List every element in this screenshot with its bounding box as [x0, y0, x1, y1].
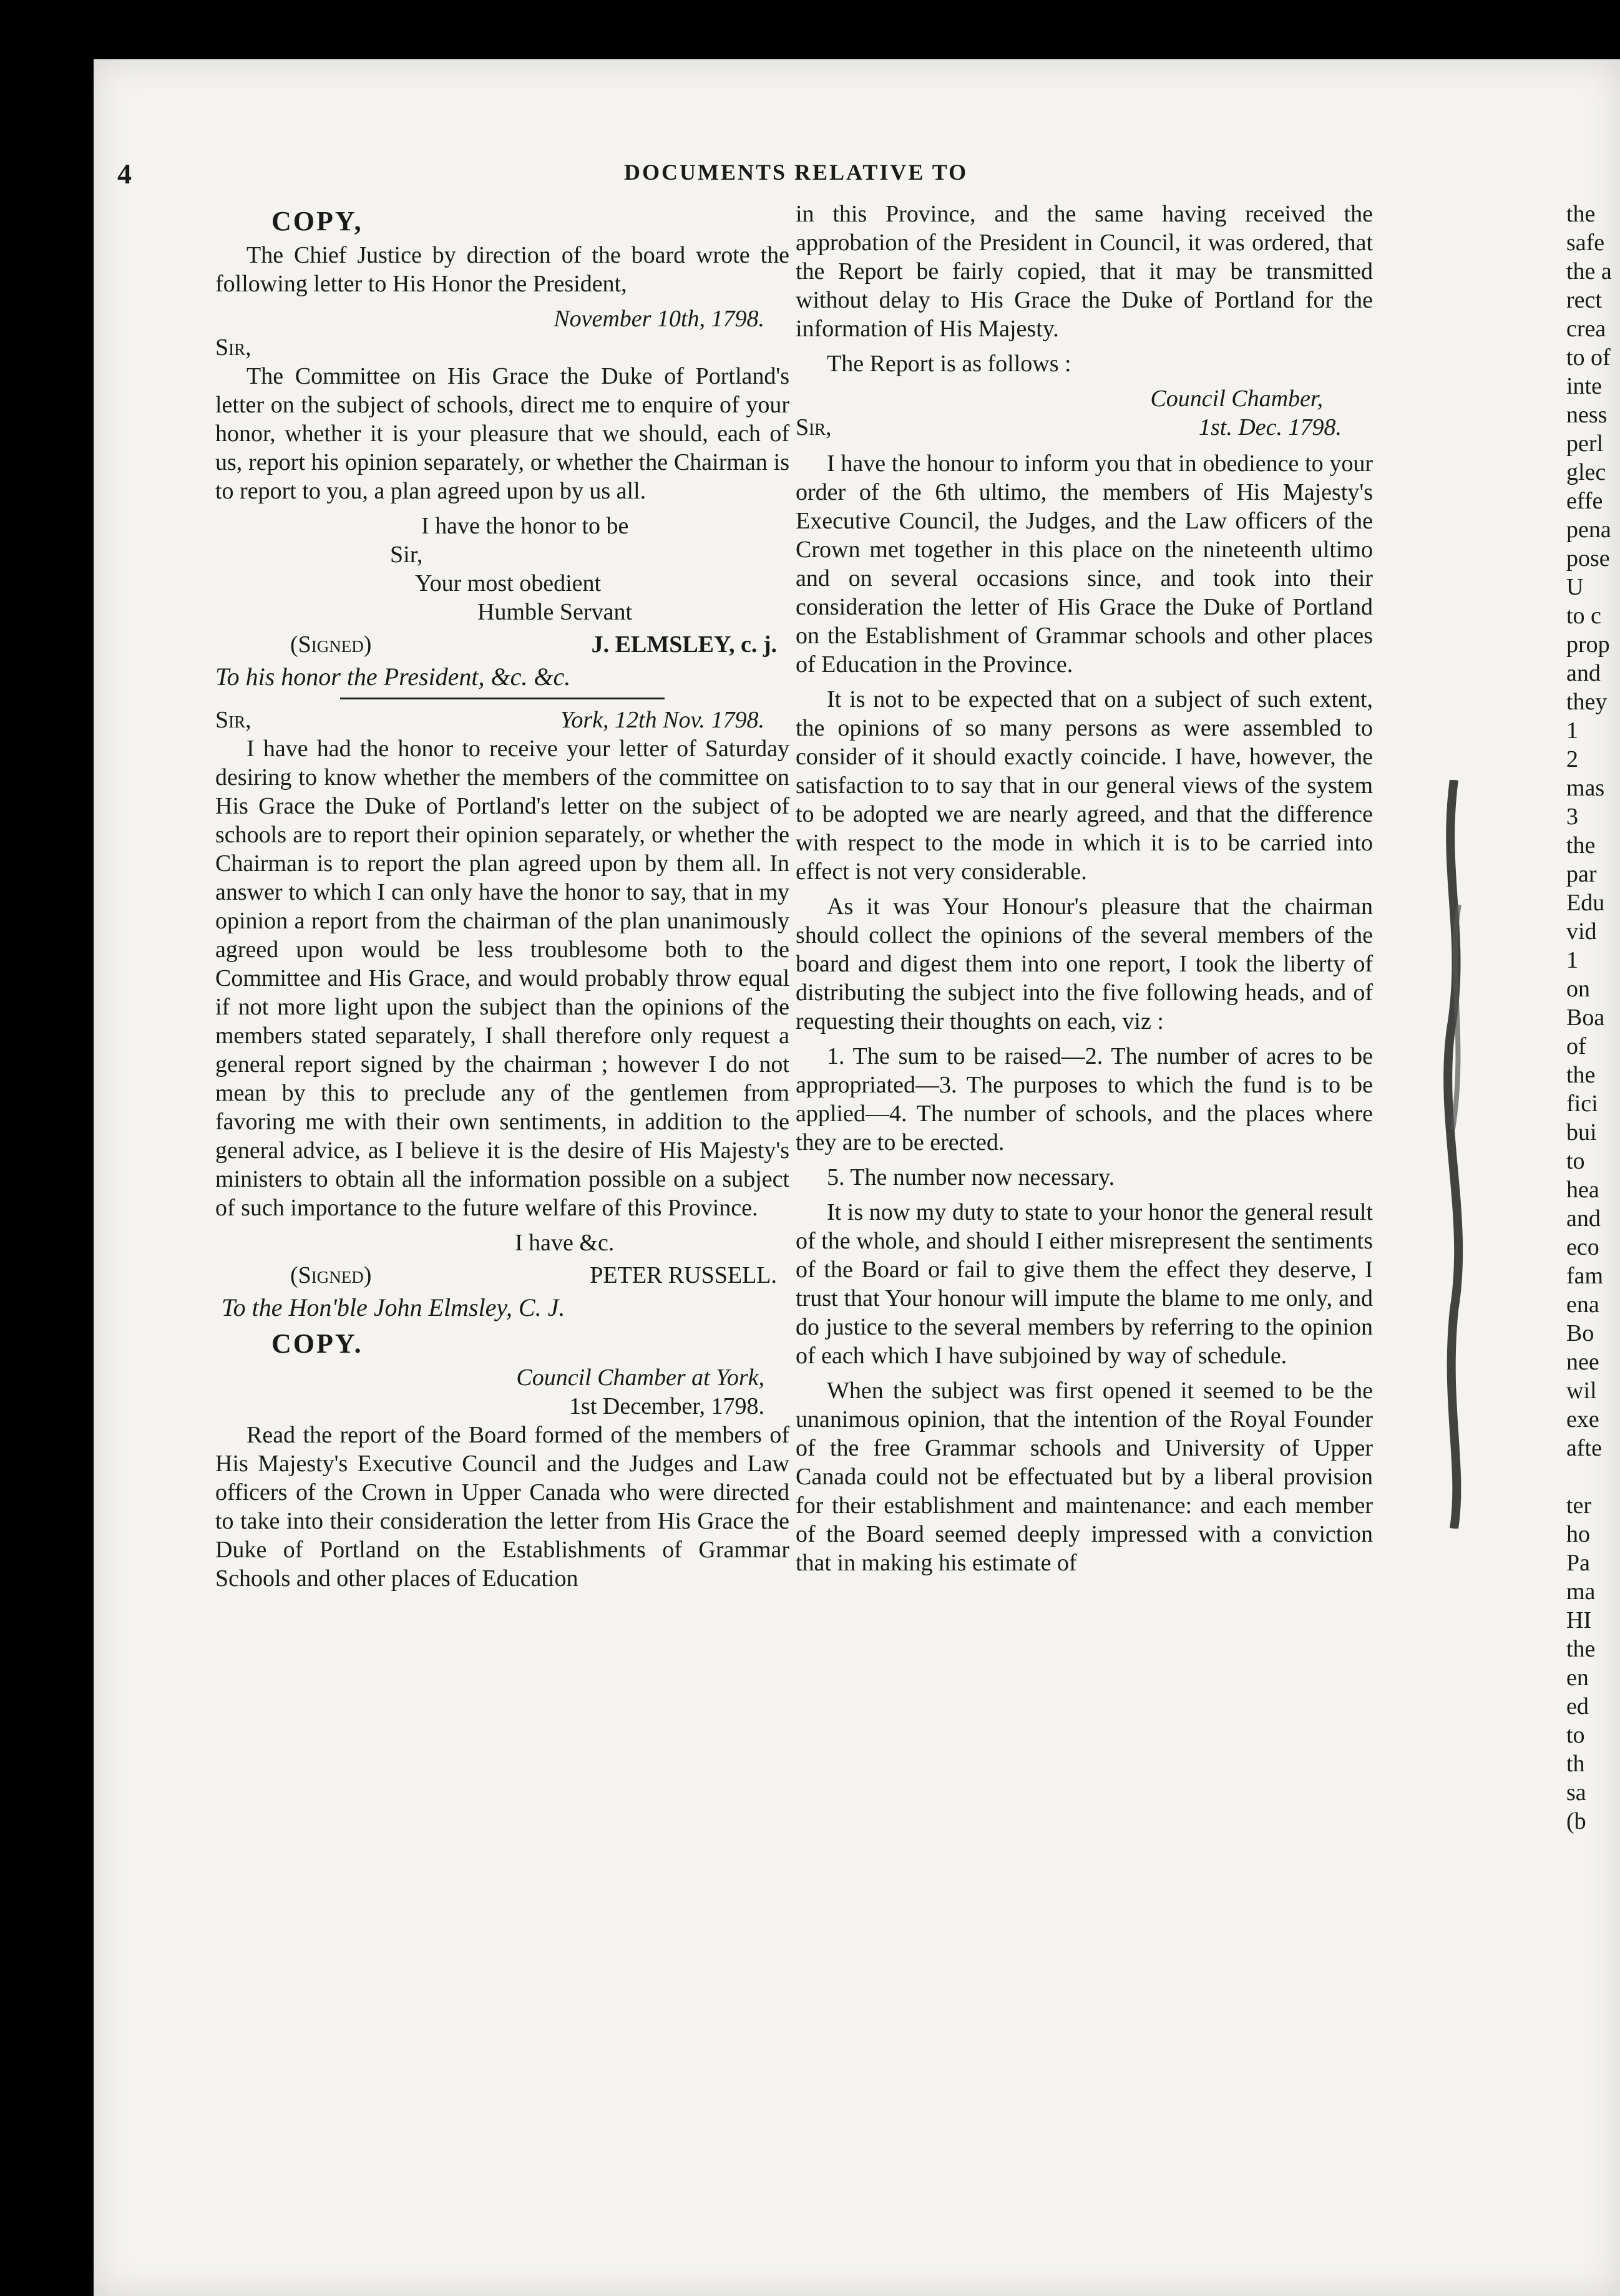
fragment-line: sa	[1566, 1779, 1586, 1806]
letter1-closing-d: Humble Servant	[477, 599, 633, 625]
fragment-line: U	[1566, 574, 1584, 600]
fragment-line: Boa	[1566, 1004, 1605, 1031]
report-paragraph-4: 1. The sum to be raised—2. The number of acres to be appropriated—3. The purposes to which the fund is to be applied—4. The number of schools, and the places where they are to be erected.	[796, 1043, 1373, 1155]
letter1-signature	[215, 630, 789, 659]
fragment-line: mas	[1566, 775, 1605, 801]
report-paragraph-7: When the subject was first opened it seemed to be the unanimous opinion, that the intention of the Royal Founder of the free Grammar schools and University of Upper Canada could not be effectuated but by a liberal provision for their establishment and maintenance: and each member of the Board seemed deeply impressed with a conviction that in making his estimate of	[796, 1378, 1373, 1576]
report-date: 1st. Dec. 1798.	[1198, 414, 1342, 440]
letter1-salutation: Sir,	[215, 334, 251, 361]
fragment-line: the	[1566, 1636, 1596, 1662]
fragment-line: pena	[1566, 517, 1611, 543]
letter2-salutation: Sir,	[215, 707, 251, 733]
fragment-line: bui	[1566, 1119, 1597, 1146]
fragment-line: ness	[1566, 402, 1608, 428]
signer-name: J. ELMSLEY, c. j.	[591, 631, 777, 658]
fragment-line: the a	[1566, 258, 1612, 285]
fragment-line: nee	[1566, 1349, 1599, 1375]
fragment-line: effe	[1566, 488, 1603, 514]
report-paragraph-5: 5. The number now necessary.	[827, 1164, 1115, 1190]
report-heading	[796, 413, 1373, 442]
fragment-line: Edu	[1566, 890, 1605, 916]
fragment-line: and	[1566, 660, 1601, 686]
letter1-date: November 10th, 1798.	[554, 306, 764, 332]
running-header: DOCUMENTS RELATIVE TO	[624, 160, 969, 185]
letter1-body: The Committee on His Grace the Duke of Portland's letter on the subject of schools, direct me to enquire of your honor, whether it is your pleasure that we should, each of us, report his opinion separately, or whether the Chairman is to report to you, a plan agreed upon by us all.	[215, 363, 789, 504]
fragment-line: fici	[1566, 1091, 1598, 1117]
letter2-closing: I have &c.	[515, 1230, 615, 1256]
fragment-line: Pa	[1566, 1550, 1590, 1576]
right-column-fragment	[1566, 200, 1620, 1836]
signer-name: PETER RUSSELL.	[590, 1262, 777, 1288]
council-date: 1st December, 1798.	[569, 1393, 764, 1419]
fragment-line: of	[1566, 1033, 1586, 1059]
fragment-line: HI	[1566, 1607, 1592, 1633]
fragment-line: glec	[1566, 459, 1606, 485]
fragment-line: to	[1566, 1722, 1585, 1748]
fragment-line: to of	[1566, 344, 1611, 371]
letter1-closing-a: I have the honor to be	[421, 513, 629, 539]
left-column	[215, 200, 789, 1599]
fragment-line: the	[1566, 1062, 1596, 1088]
report-paragraph-6: It is now my duty to state to your honor the general result of the whole, and should I either misrepresent the sentiments of the Board or fail to give them the effect they deserve, I trust that Your honour will impute the blame to me only, and do justice to the several members by referring to the opinion of each which I have subjoined by way of schedule.	[796, 1199, 1373, 1369]
fragment-line: 2	[1566, 746, 1578, 772]
fragment-line: pose	[1566, 545, 1610, 572]
fragment-line: hea	[1566, 1177, 1599, 1203]
fragment-line: the	[1566, 201, 1596, 227]
report-salutation: Sir,	[796, 414, 832, 440]
report-place: Council Chamber,	[1150, 386, 1323, 412]
letter1-closing-c: Your most obedient	[415, 570, 602, 596]
fragment-line: to c	[1566, 603, 1601, 629]
fragment-line: to	[1566, 1148, 1585, 1174]
fragment-line: 1	[1566, 947, 1578, 973]
letter1-addressee: To his honor the President, &c. &c.	[215, 663, 571, 691]
report-paragraph-1: I have the honour to inform you that in obedience to your order of the 6th ultimo, the members of His Majesty's Executive Council, the Judges, and the Law officers of the Crown met together in this place on the nineteenth ultimo and on several occasions since, and took into their consideration the letter of His Grace the Duke of Portland on the Establishment of Grammar schools and other places of Education in the Province.	[796, 450, 1373, 678]
council-place: Council Chamber at York,	[516, 1364, 764, 1391]
middle-column	[796, 200, 1373, 1583]
report-paragraph-2: It is not to be expected that on a subject of such extent, the opinions of so many persons as were assembled to consider of it should exactly coincide. I have, however, the satisfaction to to say that in our general views of the system to be adopted we are nearly agreed, and that the difference with respect to the mode in which it is to be carried into effect is not very considerable.	[796, 686, 1373, 885]
letter1-closing-b: Sir,	[390, 542, 423, 568]
fragment-line: safe	[1566, 230, 1605, 256]
fragment-line: ter	[1566, 1492, 1592, 1519]
letter2-addressee: To the Hon'ble John Elmsley, C. J.	[222, 1293, 565, 1321]
fragment-line: afte	[1566, 1435, 1602, 1461]
fragment-line: and	[1566, 1205, 1601, 1232]
signed-label: (Signed)	[290, 1262, 372, 1288]
report-intro: Read the report of the Board formed of the members of His Majesty's Executive Council and the Judges and Law officers of the Crown in Upper Canada who were directed to take into their consideration the letter from His Grace the Duke of Portland on the Establishments of Grammar Schools and other places of Education	[215, 1422, 789, 1592]
copy-heading-2: COPY.	[271, 1328, 363, 1359]
fragment-line: 3	[1566, 804, 1578, 830]
fragment-line: fam	[1566, 1263, 1604, 1289]
fragment-line: en	[1566, 1665, 1589, 1691]
letter2-body: I have had the honor to receive your letter of Saturday desiring to know whether the members of the committee on His Grace the Duke of Portland's letter on the subject of schools are to report their opinion separately, or whether the Chairman is to report the plan agreed upon by them all. In answer to which I can only have the honor to say, that in my opinion a report from the chairman of the plan unanimously agreed upon would be less troublesome both to the Committee and His Grace, and would probably throw equal if not more light upon the subject than the opinions of the members stated separately, I shall therefore only request a general report signed by the chairman ; however I do not mean by this to preclude any of the gentlemen from favoring me with their own sentiments, in addition to the general advice, as I believe it is the desire of His Majesty's ministers to obtain all the information possible on a subject of such importance to the future welfare of this Province.	[215, 736, 789, 1221]
page-number: 4	[117, 158, 132, 190]
fragment-line: ed	[1566, 1693, 1589, 1720]
fragment-line: exe	[1566, 1406, 1599, 1433]
binding-damage	[1435, 780, 1473, 1529]
fragment-line: (b	[1566, 1808, 1586, 1834]
fragment-line: the	[1566, 832, 1596, 859]
letter2-signature	[215, 1261, 789, 1290]
report-is: The Report is as follows :	[827, 351, 1071, 377]
fragment-line: rect	[1566, 287, 1602, 313]
fragment-line: ma	[1566, 1578, 1596, 1605]
fragment-line: 1	[1566, 718, 1578, 744]
intro-text: The Chief Justice by direction of the board wrote the following letter to His Honor the President,	[215, 242, 789, 297]
fragment-line: perl	[1566, 430, 1604, 457]
copy-heading-1: COPY,	[271, 206, 363, 236]
fragment-line: prop	[1566, 631, 1610, 658]
section-rule	[340, 698, 665, 699]
fragment-line: inte	[1566, 373, 1602, 399]
fragment-line: ho	[1566, 1521, 1590, 1547]
fragment-line: on	[1566, 976, 1590, 1002]
fragment-line: th	[1566, 1751, 1585, 1777]
continuation-text: in this Province, and the same having received the approbation of the President in Council, it was ordered, that the Report be fairly copied, that it may be transmitted without delay to His Grace the Duke of Portland for the information of His Majesty.	[796, 201, 1373, 342]
fragment-line: wil	[1566, 1378, 1597, 1404]
letter2-heading	[215, 706, 789, 734]
fragment-line: eco	[1566, 1234, 1599, 1260]
fragment-line	[1566, 1462, 1620, 1491]
fragment-line: ena	[1566, 1292, 1599, 1318]
report-paragraph-3: As it was Your Honour's pleasure that the chairman should collect the opinions of the several members of the board and digest them into one report, I took the liberty of distributing the subject into the five following heads, and of requesting their thoughts on each, viz :	[796, 893, 1373, 1034]
fragment-line: Bo	[1566, 1320, 1594, 1346]
fragment-line: they	[1566, 689, 1608, 715]
fragment-line: crea	[1566, 316, 1606, 342]
signed-label: (Signed)	[290, 631, 372, 658]
fragment-line: par	[1566, 861, 1597, 887]
letter2-date: York, 12th Nov. 1798.	[560, 707, 764, 733]
fragment-line: vid	[1566, 918, 1597, 945]
